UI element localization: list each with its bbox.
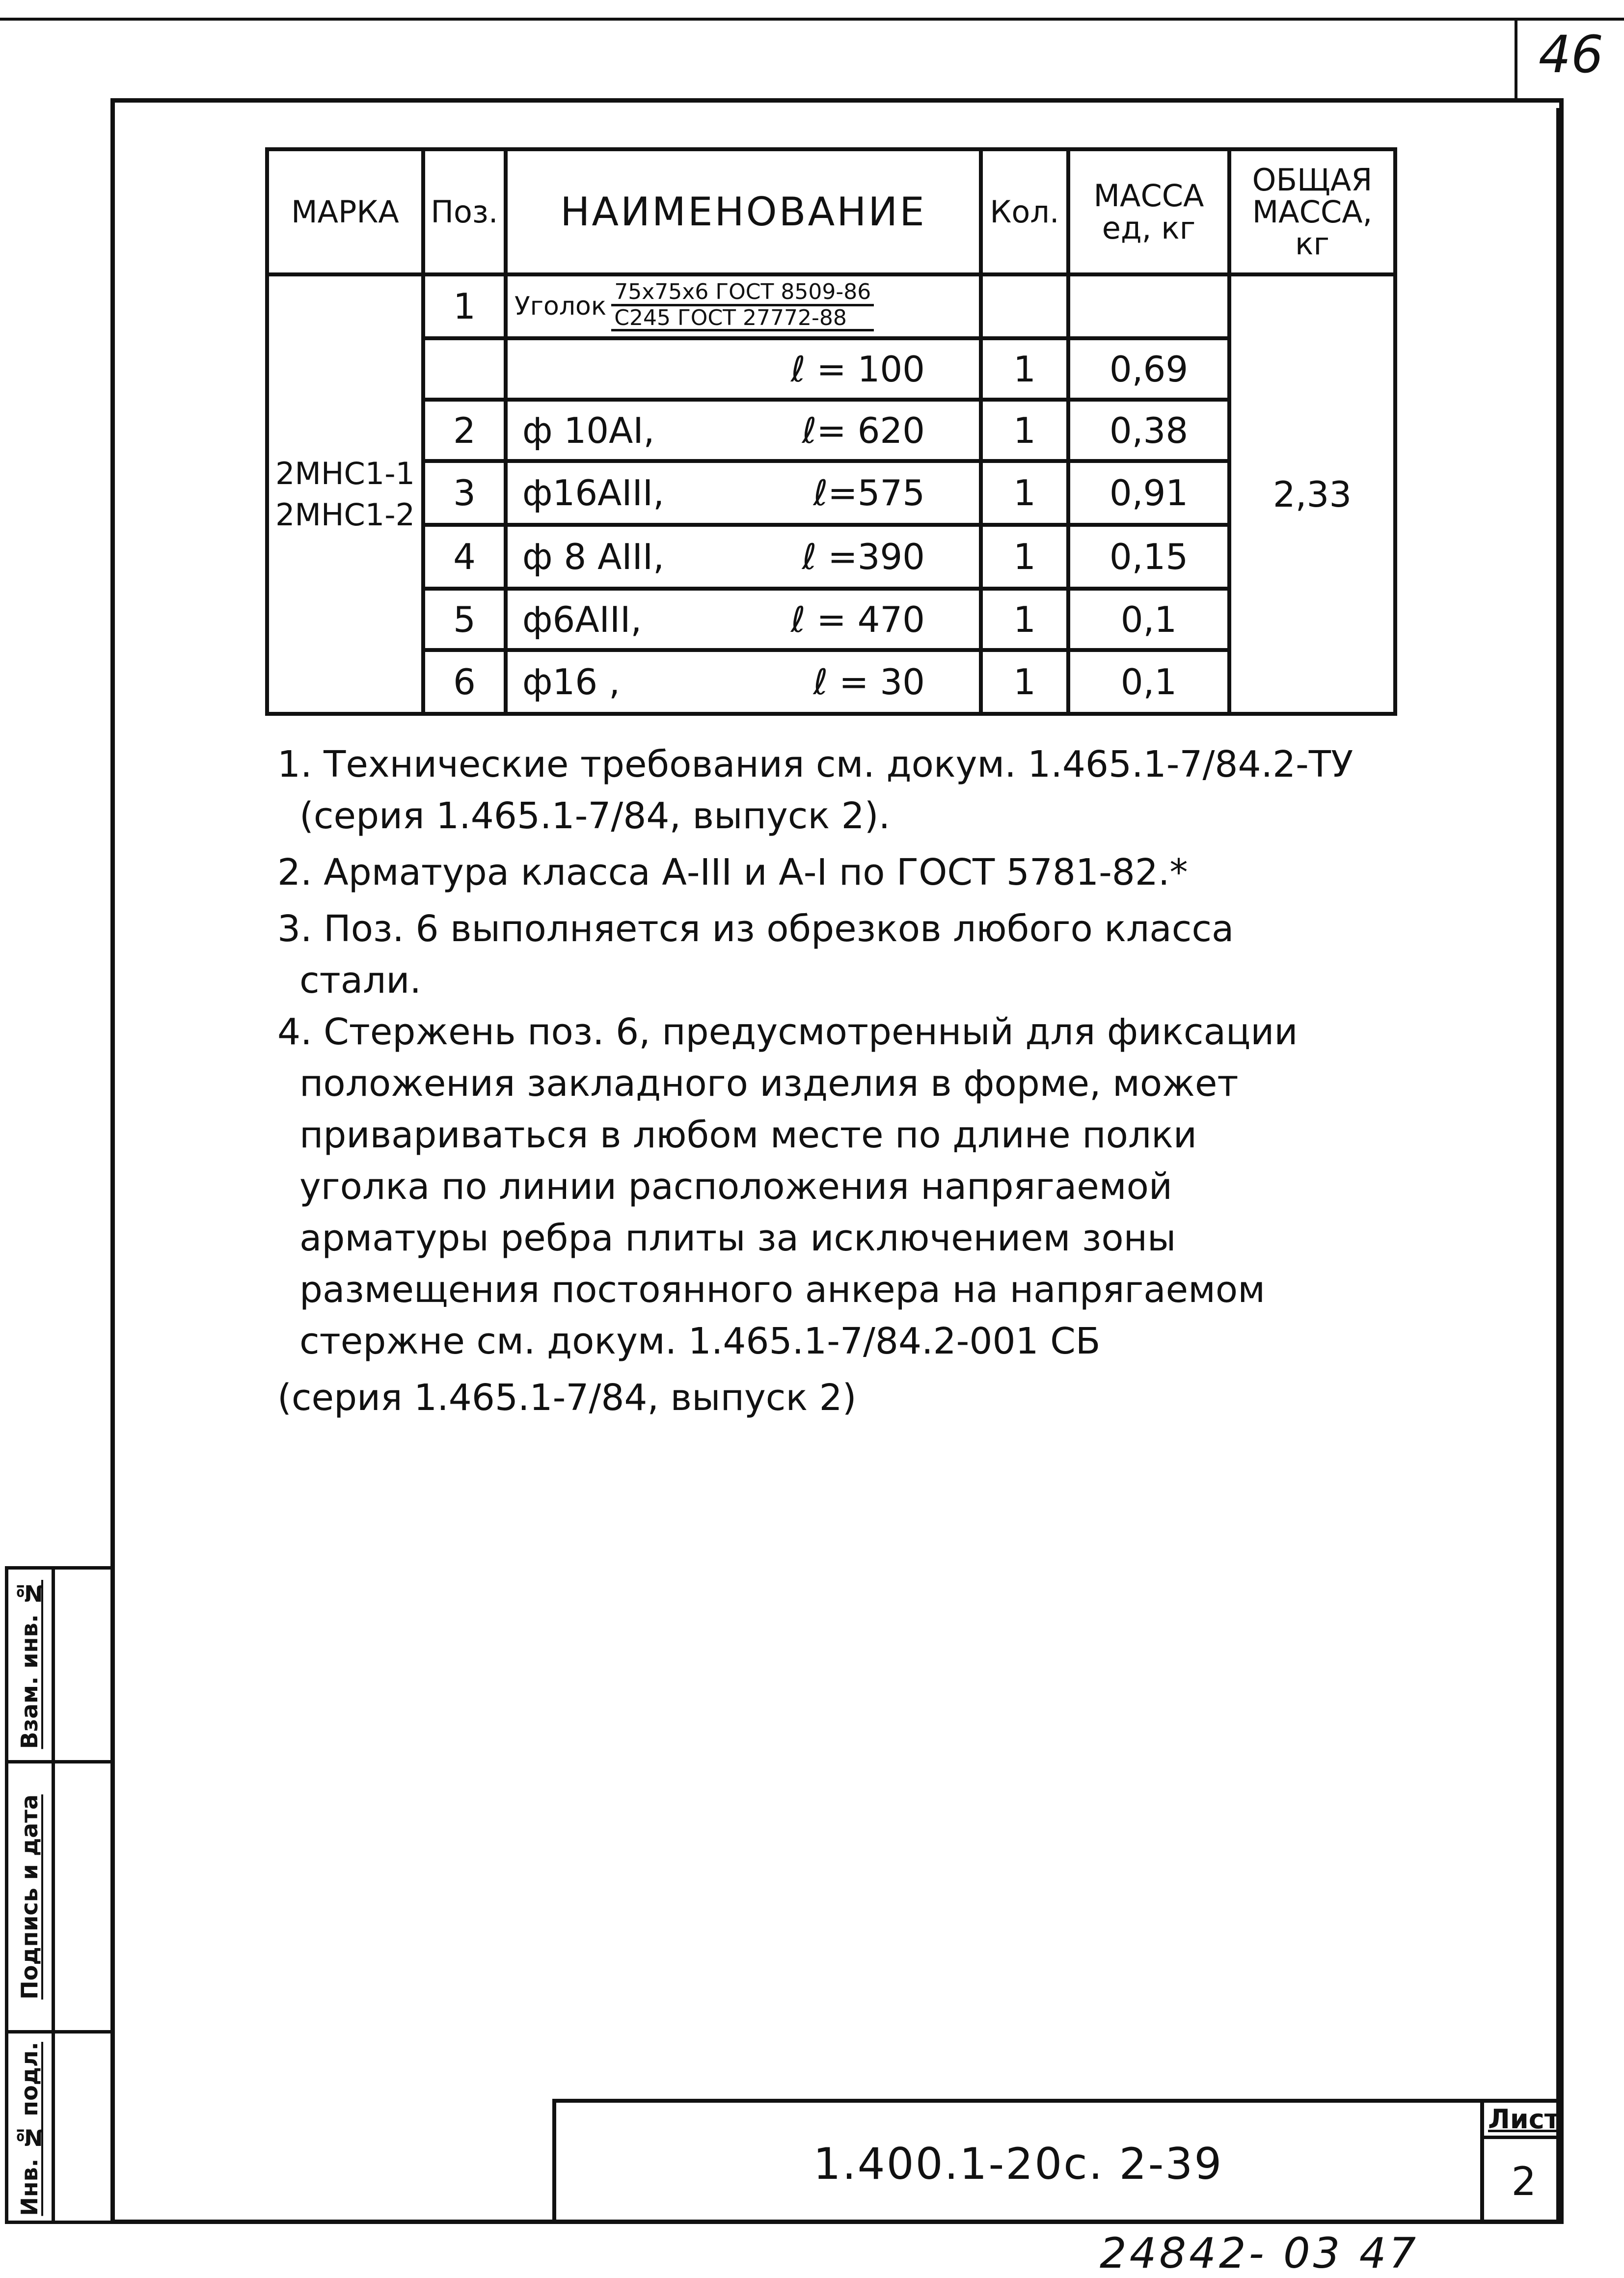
item-length: ℓ= 620 — [802, 409, 925, 451]
note-line: 3. Поз. 6 выполняется из обрезков любого класса — [277, 908, 1234, 950]
item-name: ф16 , — [522, 661, 620, 703]
title-block-right-line — [1480, 2099, 1484, 2224]
mass-cell — [1068, 274, 1229, 338]
pos-cell: 3 — [423, 461, 506, 525]
title-block-left-line — [552, 2099, 556, 2224]
table-row — [267, 338, 1395, 400]
qty-cell: 1 — [981, 589, 1068, 650]
qty-cell: 1 — [981, 461, 1068, 525]
name-cell — [506, 274, 981, 338]
note-line: (серия 1.465.1-7/84, выпуск 2) — [277, 1377, 857, 1419]
ugolok-spec — [611, 281, 874, 331]
header-mark: МАРКА — [267, 149, 423, 274]
qty-cell: 1 — [981, 338, 1068, 400]
mark-1: 2МНС1-1 — [275, 455, 415, 491]
table-row — [267, 461, 1395, 525]
note-line: арматуры ребра плиты за исключением зоны — [299, 1217, 1176, 1259]
side-stamp-divider — [5, 1760, 110, 1763]
table-row — [267, 274, 1395, 338]
mass-cell: 0,91 — [1068, 461, 1229, 525]
item-length: ℓ = 470 — [790, 598, 925, 640]
note-line: 4. Стержень поз. 6, предусмотренный для фиксации — [277, 1011, 1298, 1053]
header-total-mass: ОБЩАЯ МАССА, кг — [1229, 149, 1395, 274]
archive-number: 24842- 03 47 — [1100, 2229, 1419, 2278]
qty-cell: 1 — [981, 525, 1068, 589]
item-length: ℓ = 30 — [813, 661, 925, 703]
note-line: стали. — [299, 959, 422, 1002]
title-block-mid-line — [1480, 2136, 1564, 2139]
note-line: 2. Арматура класса А-III и А-I по ГОСТ 5781-82.* — [277, 851, 1188, 894]
mark-2: 2МНС1-2 — [275, 496, 415, 533]
note-line: уголка по линии расположения напрягаемой — [299, 1166, 1172, 1208]
header-pos: Поз. — [423, 149, 506, 274]
ugolok-profile: 75х75х6 ГОСТ 8509-86 — [611, 281, 874, 306]
mass-cell: 0,38 — [1068, 400, 1229, 461]
technical-notes — [277, 739, 1529, 1424]
table-row — [267, 589, 1395, 650]
specification-table — [265, 147, 1397, 716]
ugolok-label: Уголок — [514, 292, 607, 321]
item-name: ф16АIII, — [522, 472, 665, 514]
qty-cell: 1 — [981, 650, 1068, 714]
pos-cell: 1 — [423, 274, 506, 338]
item-name: ф 10АI, — [522, 409, 655, 451]
sheet-top-line — [0, 18, 1624, 21]
pos-cell: 5 — [423, 589, 506, 650]
page-number: 46 — [1538, 25, 1604, 84]
header-unit-mass: МАССА ед, кг — [1068, 149, 1229, 274]
table-row — [267, 525, 1395, 589]
side-label-podpis: Подпись и дата — [16, 1794, 43, 2000]
mass-cell: 0,1 — [1068, 650, 1229, 714]
note-line: 1. Технические требования см. докум. 1.465.1-7/84.2-ТУ — [277, 743, 1353, 786]
qty-cell: 1 — [981, 400, 1068, 461]
item-name: ф6АIII, — [522, 598, 642, 640]
frame-right-line — [1556, 108, 1559, 2224]
pos-cell: 6 — [423, 650, 506, 714]
note-line: (серия 1.465.1-7/84, выпуск 2). — [299, 795, 891, 837]
pos-cell — [423, 338, 506, 400]
header-qty: Кол. — [981, 149, 1068, 274]
qty-cell — [981, 274, 1068, 338]
mark-cell — [267, 274, 423, 714]
title-block-top-line — [552, 2099, 1564, 2103]
mass-cell: 0,69 — [1068, 338, 1229, 400]
mass-cell: 0,1 — [1068, 589, 1229, 650]
side-label-inv: Инв. № подл. — [16, 2041, 43, 2216]
sheet-corner-line — [1515, 18, 1517, 101]
side-stamp-divider — [5, 2030, 110, 2034]
item-name: ф 8 АIII, — [522, 536, 664, 577]
pos-cell: 2 — [423, 400, 506, 461]
header-name: НАИМЕНОВАНИЕ — [506, 149, 981, 274]
item-length: ℓ=575 — [813, 472, 925, 514]
ugolok-steel: С245 ГОСТ 27772-88 — [611, 306, 874, 331]
sheet-number: 2 — [1511, 2159, 1537, 2204]
sheet-label: Лист — [1488, 2103, 1560, 2135]
document-code: 1.400.1-20с. 2-39 — [813, 2139, 1223, 2189]
note-line: привариваться в любом месте по длине полки — [299, 1114, 1197, 1156]
table-row — [267, 400, 1395, 461]
mass-cell: 0,15 — [1068, 525, 1229, 589]
side-label-vzam: Взам. инв. № — [16, 1579, 43, 1749]
pos-cell: 4 — [423, 525, 506, 589]
note-line: стержне см. докум. 1.465.1-7/84.2-001 СБ — [299, 1320, 1101, 1362]
table-row — [267, 650, 1395, 714]
side-stamp-column-line — [52, 1566, 55, 2224]
table-header-row — [267, 149, 1395, 274]
item-length: ℓ = 100 — [790, 348, 925, 390]
note-line: положения закладного изделия в форме, может — [299, 1062, 1239, 1105]
total-mass-cell: 2,33 — [1229, 274, 1395, 714]
item-length: ℓ =390 — [802, 536, 925, 577]
note-line: размещения постоянного анкера на напрягаемом — [299, 1269, 1266, 1311]
